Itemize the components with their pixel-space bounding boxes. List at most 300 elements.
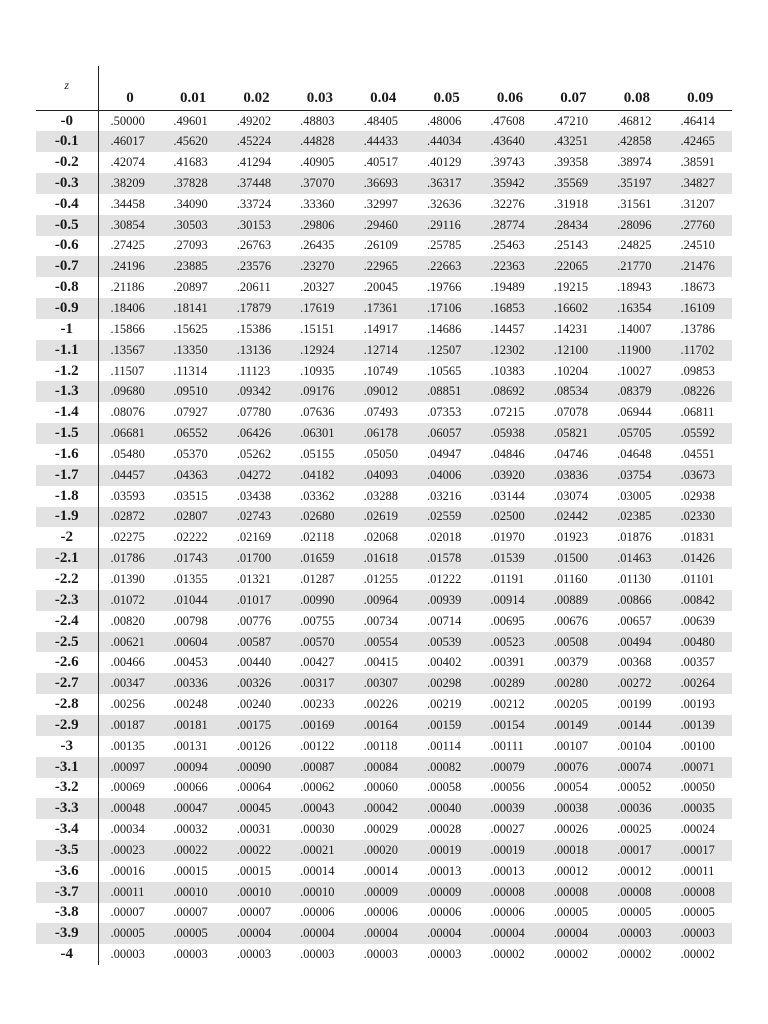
probability-cell: .35197 bbox=[617, 175, 652, 190]
probability-cell: .00570 bbox=[300, 634, 335, 649]
probability-cell: .46812 bbox=[617, 113, 652, 128]
z-value-cell: -2.5 bbox=[36, 632, 98, 653]
probability-cell: .00007 bbox=[110, 905, 145, 920]
z-value-cell: -0.1 bbox=[36, 131, 98, 152]
probability-cell: .00842 bbox=[680, 592, 715, 607]
probability-cell: .00002 bbox=[490, 947, 525, 962]
probability-cell: .21476 bbox=[680, 259, 715, 274]
probability-cell: .26109 bbox=[363, 238, 398, 253]
probability-cell: .00003 bbox=[236, 947, 272, 962]
z-value-cell: -1.3 bbox=[36, 381, 98, 402]
table-row bbox=[36, 527, 732, 548]
probability-cell: .03288 bbox=[363, 488, 398, 503]
probability-cell: .32636 bbox=[426, 196, 462, 211]
probability-cell: .15625 bbox=[173, 321, 208, 336]
probability-cell: .00005 bbox=[617, 905, 652, 920]
probability-cell: .30503 bbox=[173, 217, 208, 232]
z-value-cell: -1.6 bbox=[36, 444, 98, 465]
probability-cell: .06301 bbox=[300, 426, 335, 441]
probability-cell: .31207 bbox=[680, 196, 715, 211]
probability-cell: .38974 bbox=[617, 155, 652, 170]
table-row bbox=[36, 256, 732, 277]
probability-cell: .00021 bbox=[300, 842, 335, 857]
probability-cell: .04947 bbox=[426, 446, 462, 461]
probability-cell: .04272 bbox=[236, 467, 272, 482]
column-header: 0.05 bbox=[415, 66, 478, 111]
probability-cell: .07353 bbox=[426, 405, 462, 420]
probability-cell: .05705 bbox=[617, 426, 652, 441]
probability-cell: .02680 bbox=[300, 509, 335, 524]
probability-cell: .02559 bbox=[426, 509, 462, 524]
probability-cell: .23576 bbox=[236, 259, 272, 274]
probability-cell: .03673 bbox=[680, 467, 715, 482]
probability-cell: .25463 bbox=[490, 238, 525, 253]
probability-cell: .00002 bbox=[553, 947, 589, 962]
probability-cell: .08692 bbox=[490, 384, 525, 399]
probability-cell: .07636 bbox=[300, 405, 335, 420]
probability-cell: .00111 bbox=[490, 738, 524, 753]
probability-cell: .00100 bbox=[680, 738, 715, 753]
probability-cell: .02169 bbox=[236, 530, 272, 545]
probability-cell: .17879 bbox=[236, 301, 272, 316]
probability-cell: .00149 bbox=[553, 717, 589, 732]
probability-cell: .29806 bbox=[300, 217, 335, 232]
probability-cell: .00604 bbox=[173, 634, 208, 649]
z-value-cell: -2.9 bbox=[36, 715, 98, 736]
probability-cell: .04846 bbox=[490, 446, 525, 461]
probability-cell: .00026 bbox=[553, 822, 589, 837]
probability-cell: .36693 bbox=[363, 175, 398, 190]
table-row bbox=[36, 486, 732, 507]
probability-cell: .11702 bbox=[680, 342, 715, 357]
probability-cell: .00289 bbox=[490, 676, 525, 691]
probability-cell: .01321 bbox=[236, 571, 272, 586]
probability-cell: .05821 bbox=[553, 426, 589, 441]
probability-cell: .00554 bbox=[363, 634, 398, 649]
probability-cell: .00587 bbox=[236, 634, 272, 649]
probability-cell: .00964 bbox=[363, 592, 398, 607]
probability-cell: .27760 bbox=[680, 217, 715, 232]
probability-cell: .24510 bbox=[680, 238, 715, 253]
z-value-cell: -0.9 bbox=[36, 298, 98, 319]
probability-cell: .43640 bbox=[490, 134, 525, 149]
probability-cell: .00064 bbox=[236, 780, 272, 795]
probability-cell: .00240 bbox=[236, 697, 272, 712]
probability-cell: .07215 bbox=[490, 405, 525, 420]
z-value-cell: -0.7 bbox=[36, 256, 98, 277]
probability-cell: .16109 bbox=[680, 301, 715, 316]
probability-cell: .15151 bbox=[300, 321, 335, 336]
probability-cell: .11314 bbox=[173, 363, 208, 378]
column-header: 0.07 bbox=[542, 66, 605, 111]
probability-cell: .00181 bbox=[173, 717, 208, 732]
probability-cell: .00219 bbox=[426, 697, 462, 712]
probability-cell: .01017 bbox=[236, 592, 272, 607]
probability-cell: .00038 bbox=[553, 801, 589, 816]
probability-cell: .31561 bbox=[617, 196, 652, 211]
probability-cell: .01101 bbox=[680, 571, 715, 586]
probability-cell: .01355 bbox=[173, 571, 208, 586]
probability-cell: .00734 bbox=[363, 613, 398, 628]
z-value-cell: -0.2 bbox=[36, 152, 98, 173]
probability-cell: .17361 bbox=[363, 301, 398, 316]
table-row bbox=[36, 277, 732, 298]
probability-cell: .03005 bbox=[617, 488, 652, 503]
probability-cell: .00030 bbox=[300, 822, 335, 837]
probability-cell: .00866 bbox=[617, 592, 652, 607]
probability-cell: .03836 bbox=[553, 467, 589, 482]
table-row bbox=[36, 402, 732, 423]
probability-cell: .00090 bbox=[236, 759, 272, 774]
probability-cell: .44034 bbox=[426, 134, 462, 149]
probability-cell: .00004 bbox=[553, 926, 589, 941]
probability-cell: .00014 bbox=[363, 863, 398, 878]
probability-cell: .00048 bbox=[110, 801, 145, 816]
probability-cell: .00024 bbox=[680, 822, 715, 837]
probability-cell: .00005 bbox=[173, 926, 208, 941]
z-value-cell: -0.8 bbox=[36, 277, 98, 298]
probability-cell: .00118 bbox=[363, 738, 398, 753]
probability-cell: .00056 bbox=[490, 780, 525, 795]
probability-cell: .23885 bbox=[173, 259, 208, 274]
probability-cell: .00045 bbox=[236, 801, 272, 816]
probability-cell: .00326 bbox=[236, 676, 272, 691]
probability-cell: .00298 bbox=[426, 676, 462, 691]
table-row bbox=[36, 340, 732, 361]
z-value-cell: -3.7 bbox=[36, 882, 98, 903]
probability-cell: .11900 bbox=[617, 342, 652, 357]
z-value-cell: -3.9 bbox=[36, 923, 98, 944]
probability-cell: .07493 bbox=[363, 405, 398, 420]
probability-cell: .02330 bbox=[680, 509, 715, 524]
probability-cell: .02018 bbox=[426, 530, 462, 545]
z-table bbox=[36, 66, 732, 965]
probability-cell: .12302 bbox=[490, 342, 525, 357]
probability-cell: .09680 bbox=[110, 384, 145, 399]
probability-cell: .00169 bbox=[300, 717, 335, 732]
probability-cell: .20327 bbox=[300, 280, 335, 295]
probability-cell: .02938 bbox=[680, 488, 715, 503]
header-row bbox=[36, 66, 732, 111]
probability-cell: .44828 bbox=[300, 134, 335, 149]
probability-cell: .06057 bbox=[426, 426, 462, 441]
z-value-cell: -3.6 bbox=[36, 861, 98, 882]
z-value-cell: -1.2 bbox=[36, 361, 98, 382]
probability-cell: .00107 bbox=[553, 738, 589, 753]
probability-cell: .00003 bbox=[110, 947, 145, 962]
probability-cell: .00914 bbox=[490, 592, 525, 607]
probability-cell: .00003 bbox=[426, 947, 462, 962]
probability-cell: .09012 bbox=[363, 384, 398, 399]
z-value-cell: -2.3 bbox=[36, 590, 98, 611]
probability-cell: .00539 bbox=[426, 634, 462, 649]
probability-cell: .00010 bbox=[236, 884, 272, 899]
table-row bbox=[36, 923, 732, 944]
probability-cell: .00027 bbox=[490, 822, 525, 837]
probability-cell: .00011 bbox=[110, 884, 145, 899]
probability-cell: .00280 bbox=[553, 676, 589, 691]
probability-cell: .00082 bbox=[426, 759, 462, 774]
probability-cell: .00019 bbox=[426, 842, 462, 857]
probability-cell: .11123 bbox=[236, 363, 271, 378]
probability-cell: .00159 bbox=[426, 717, 462, 732]
probability-cell: .05155 bbox=[300, 446, 335, 461]
probability-cell: .05370 bbox=[173, 446, 208, 461]
probability-cell: .00248 bbox=[173, 697, 208, 712]
probability-cell: .12507 bbox=[426, 342, 462, 357]
column-header: 0.03 bbox=[288, 66, 351, 111]
z-value-cell: -0 bbox=[36, 111, 98, 132]
probability-cell: .01970 bbox=[490, 530, 525, 545]
probability-cell: .05592 bbox=[680, 426, 715, 441]
probability-cell: .04551 bbox=[680, 446, 715, 461]
probability-cell: .50000 bbox=[110, 113, 145, 128]
probability-cell: .00019 bbox=[490, 842, 525, 857]
probability-cell: .00494 bbox=[617, 634, 652, 649]
z-value-cell: -2.4 bbox=[36, 611, 98, 632]
probability-cell: .00212 bbox=[490, 697, 525, 712]
probability-cell: .49601 bbox=[173, 113, 208, 128]
probability-cell: .10204 bbox=[553, 363, 589, 378]
probability-cell: .14917 bbox=[363, 321, 398, 336]
probability-cell: .10565 bbox=[426, 363, 462, 378]
z-table-body bbox=[36, 111, 732, 966]
table-row bbox=[36, 423, 732, 444]
probability-cell: .00017 bbox=[680, 842, 715, 857]
column-header: 0.08 bbox=[605, 66, 668, 111]
column-header: 0.06 bbox=[478, 66, 541, 111]
z-value-cell: -3.3 bbox=[36, 798, 98, 819]
probability-cell: .00199 bbox=[617, 697, 652, 712]
probability-cell: .00307 bbox=[363, 676, 398, 691]
probability-cell: .41683 bbox=[173, 155, 208, 170]
probability-cell: .14686 bbox=[426, 321, 462, 336]
table-row bbox=[36, 861, 732, 882]
probability-cell: .16853 bbox=[490, 301, 525, 316]
probability-cell: .30854 bbox=[110, 217, 145, 232]
probability-cell: .01130 bbox=[617, 571, 652, 586]
probability-cell: .00004 bbox=[363, 926, 398, 941]
probability-cell: .00017 bbox=[617, 842, 652, 857]
table-row bbox=[36, 507, 732, 528]
probability-cell: .00440 bbox=[236, 655, 272, 670]
z-value-cell: -3.2 bbox=[36, 778, 98, 799]
probability-cell: .08851 bbox=[426, 384, 462, 399]
probability-cell: .00039 bbox=[490, 801, 525, 816]
probability-cell: .00043 bbox=[300, 801, 335, 816]
probability-cell: .02807 bbox=[173, 509, 208, 524]
probability-cell: .08076 bbox=[110, 405, 145, 420]
probability-cell: .00135 bbox=[110, 738, 145, 753]
table-row bbox=[36, 361, 732, 382]
table-row bbox=[36, 944, 732, 965]
probability-cell: .14231 bbox=[553, 321, 589, 336]
probability-cell: .00032 bbox=[173, 822, 208, 837]
table-row bbox=[36, 298, 732, 319]
probability-cell: .00014 bbox=[300, 863, 335, 878]
probability-cell: .09853 bbox=[680, 363, 715, 378]
probability-cell: .00104 bbox=[617, 738, 652, 753]
probability-cell: .00820 bbox=[110, 613, 145, 628]
probability-cell: .09510 bbox=[173, 384, 208, 399]
probability-cell: .01618 bbox=[363, 551, 398, 566]
probability-cell: .01659 bbox=[300, 551, 335, 566]
probability-cell: .04746 bbox=[553, 446, 589, 461]
probability-cell: .40129 bbox=[426, 155, 462, 170]
probability-cell: .00480 bbox=[680, 634, 715, 649]
probability-cell: .00008 bbox=[553, 884, 589, 899]
probability-cell: .28096 bbox=[617, 217, 652, 232]
probability-cell: .00002 bbox=[617, 947, 652, 962]
probability-cell: .01191 bbox=[490, 571, 525, 586]
probability-cell: .00042 bbox=[363, 801, 398, 816]
z-column-label: z bbox=[36, 66, 98, 111]
probability-cell: .47608 bbox=[490, 113, 525, 128]
probability-cell: .02442 bbox=[553, 509, 589, 524]
probability-cell: .00031 bbox=[236, 822, 272, 837]
table-row bbox=[36, 694, 732, 715]
probability-cell: .01743 bbox=[173, 551, 208, 566]
probability-cell: .00028 bbox=[426, 822, 462, 837]
probability-cell: .00336 bbox=[173, 676, 208, 691]
probability-cell: .00003 bbox=[617, 926, 652, 941]
probability-cell: .08379 bbox=[617, 384, 652, 399]
probability-cell: .00013 bbox=[490, 863, 525, 878]
probability-cell: .02385 bbox=[617, 509, 652, 524]
probability-cell: .00010 bbox=[173, 884, 208, 899]
probability-cell: .00006 bbox=[363, 905, 398, 920]
probability-cell: .07078 bbox=[553, 405, 589, 420]
probability-cell: .00006 bbox=[426, 905, 462, 920]
probability-cell: .00025 bbox=[617, 822, 652, 837]
probability-cell: .27093 bbox=[173, 238, 208, 253]
probability-cell: .00657 bbox=[617, 613, 652, 628]
probability-cell: .00139 bbox=[680, 717, 715, 732]
probability-cell: .00009 bbox=[426, 884, 462, 899]
probability-cell: .03920 bbox=[490, 467, 525, 482]
probability-cell: .01287 bbox=[300, 571, 335, 586]
probability-cell: .00015 bbox=[173, 863, 208, 878]
probability-cell: .00466 bbox=[110, 655, 145, 670]
table-row bbox=[36, 111, 732, 132]
probability-cell: .38591 bbox=[680, 155, 715, 170]
probability-cell: .00776 bbox=[236, 613, 272, 628]
probability-cell: .00035 bbox=[680, 801, 715, 816]
probability-cell: .00022 bbox=[236, 842, 272, 857]
column-header: 0.02 bbox=[225, 66, 288, 111]
probability-cell: .48405 bbox=[363, 113, 398, 128]
probability-cell: .00040 bbox=[426, 801, 462, 816]
z-table-header bbox=[36, 66, 732, 111]
probability-cell: .40517 bbox=[363, 155, 398, 170]
probability-cell: .23270 bbox=[300, 259, 335, 274]
probability-cell: .00415 bbox=[363, 655, 398, 670]
probability-cell: .01700 bbox=[236, 551, 272, 566]
table-row bbox=[36, 882, 732, 903]
probability-cell: .33360 bbox=[300, 196, 335, 211]
probability-cell: .26435 bbox=[300, 238, 335, 253]
probability-cell: .00131 bbox=[173, 738, 208, 753]
probability-cell: .37070 bbox=[300, 175, 335, 190]
probability-cell: .21186 bbox=[110, 280, 145, 295]
z-value-cell: -2 bbox=[36, 527, 98, 548]
probability-cell: .00004 bbox=[490, 926, 525, 941]
probability-cell: .00022 bbox=[173, 842, 208, 857]
probability-cell: .01426 bbox=[680, 551, 715, 566]
probability-cell: .00069 bbox=[110, 780, 145, 795]
probability-cell: .00798 bbox=[173, 613, 208, 628]
probability-cell: .00317 bbox=[300, 676, 335, 691]
z-value-cell: -0.4 bbox=[36, 194, 98, 215]
probability-cell: .00003 bbox=[300, 947, 335, 962]
probability-cell: .00054 bbox=[553, 780, 589, 795]
table-row bbox=[36, 236, 732, 257]
z-value-cell: -3 bbox=[36, 736, 98, 757]
probability-cell: .12100 bbox=[553, 342, 589, 357]
probability-cell: .00205 bbox=[553, 697, 589, 712]
z-value-cell: -2.2 bbox=[36, 569, 98, 590]
probability-cell: .44433 bbox=[363, 134, 398, 149]
table-row bbox=[36, 319, 732, 340]
probability-cell: .00036 bbox=[617, 801, 652, 816]
probability-cell: .32276 bbox=[490, 196, 525, 211]
z-value-cell: -1 bbox=[36, 319, 98, 340]
probability-cell: .45620 bbox=[173, 134, 208, 149]
probability-cell: .30153 bbox=[236, 217, 272, 232]
probability-cell: .13567 bbox=[110, 342, 145, 357]
probability-cell: .31918 bbox=[553, 196, 589, 211]
probability-cell: .04006 bbox=[426, 467, 462, 482]
probability-cell: .00020 bbox=[363, 842, 398, 857]
column-header: 0.01 bbox=[161, 66, 224, 111]
probability-cell: .00175 bbox=[236, 717, 272, 732]
probability-cell: .00676 bbox=[553, 613, 589, 628]
probability-cell: .17106 bbox=[426, 301, 462, 316]
probability-cell: .45224 bbox=[236, 134, 272, 149]
probability-cell: .00402 bbox=[426, 655, 462, 670]
probability-cell: .02118 bbox=[300, 530, 335, 545]
probability-cell: .02743 bbox=[236, 509, 272, 524]
probability-cell: .46017 bbox=[110, 134, 145, 149]
probability-cell: .33724 bbox=[236, 196, 272, 211]
table-row bbox=[36, 757, 732, 778]
z-value-cell: -2.1 bbox=[36, 548, 98, 569]
probability-cell: .07927 bbox=[173, 405, 208, 420]
probability-cell: .00006 bbox=[490, 905, 525, 920]
probability-cell: .00015 bbox=[236, 863, 272, 878]
probability-cell: .01463 bbox=[617, 551, 652, 566]
table-row bbox=[36, 548, 732, 569]
probability-cell: .20611 bbox=[236, 280, 271, 295]
table-row bbox=[36, 215, 732, 236]
probability-cell: .28774 bbox=[490, 217, 525, 232]
table-row bbox=[36, 569, 732, 590]
column-header: 0.09 bbox=[669, 66, 732, 111]
probability-cell: .00004 bbox=[236, 926, 272, 941]
z-value-cell: -2.7 bbox=[36, 673, 98, 694]
table-row bbox=[36, 715, 732, 736]
probability-cell: .15386 bbox=[236, 321, 272, 336]
probability-cell: .18673 bbox=[680, 280, 715, 295]
probability-cell: .25143 bbox=[553, 238, 589, 253]
probability-cell: .00003 bbox=[173, 947, 208, 962]
table-row bbox=[36, 819, 732, 840]
probability-cell: .00126 bbox=[236, 738, 272, 753]
table-row bbox=[36, 590, 732, 611]
probability-cell: .18943 bbox=[617, 280, 652, 295]
probability-cell: .16602 bbox=[553, 301, 589, 316]
probability-cell: .00226 bbox=[363, 697, 398, 712]
